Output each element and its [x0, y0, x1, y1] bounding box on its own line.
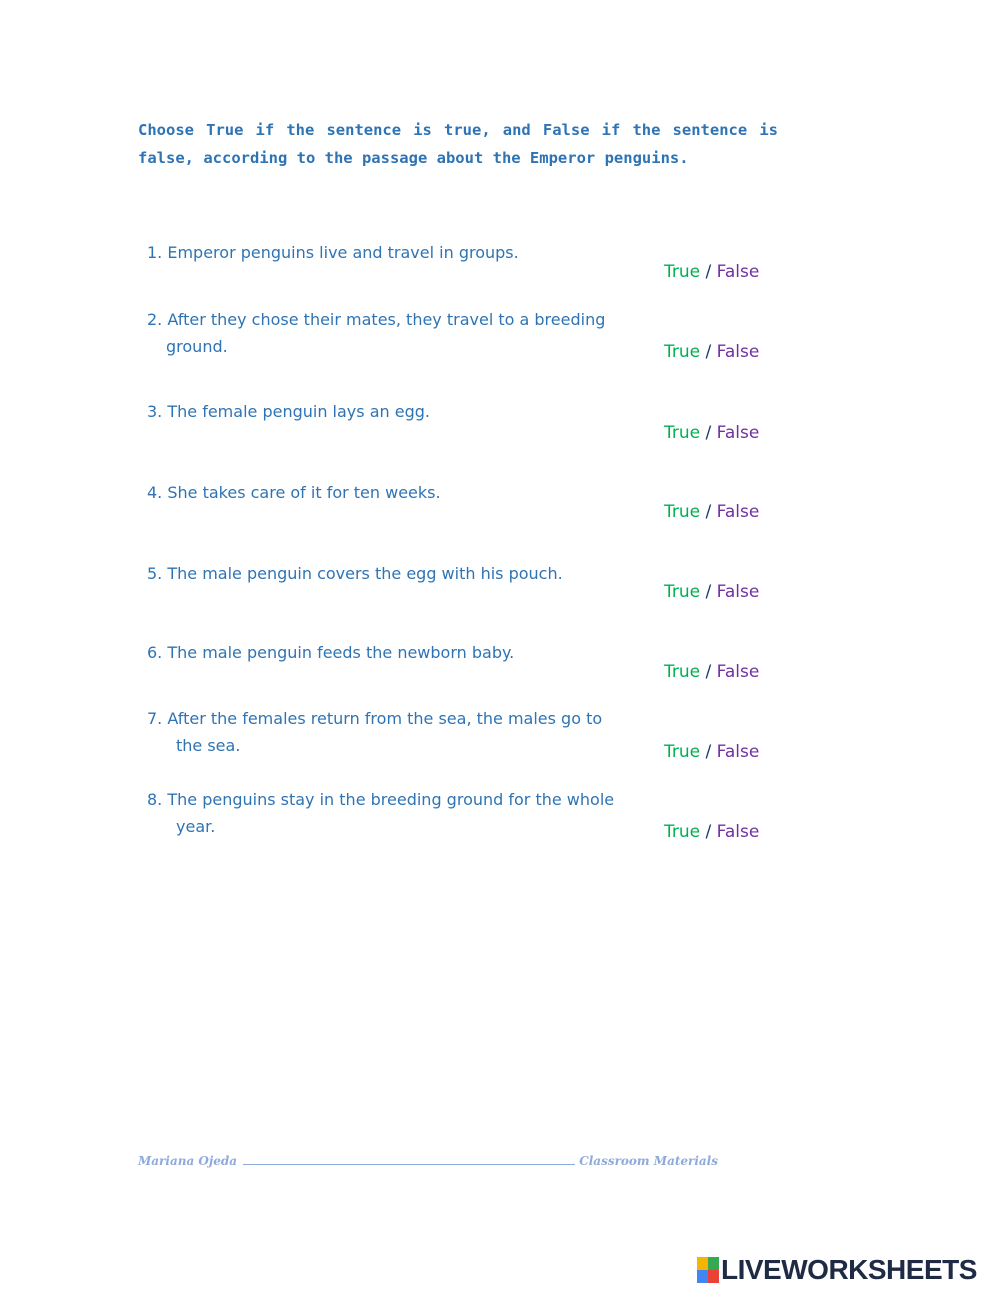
false-option[interactable]: False [716, 742, 760, 762]
question-text-cont: ground. [166, 337, 228, 356]
answer-choice-5 [664, 582, 759, 602]
separator: / [705, 502, 717, 522]
answer-choice-6 [664, 662, 759, 682]
question-text-cont: year. [176, 817, 216, 836]
separator: / [705, 423, 717, 443]
true-option[interactable]: True [664, 742, 701, 762]
answer-choice-8 [664, 822, 759, 842]
question-4 [147, 479, 647, 506]
answer-choice-7 [664, 742, 759, 762]
question-2 [147, 306, 647, 360]
question-text: 8. The penguins stay in the breeding ground for the whole [147, 790, 615, 809]
question-text: 1. Emperor penguins live and travel in groups. [147, 243, 519, 262]
true-option[interactable]: True [664, 423, 701, 443]
false-option[interactable]: False [716, 822, 760, 842]
footer-divider [243, 1164, 575, 1165]
question-text: 3. The female penguin lays an egg. [147, 402, 430, 421]
answer-choice-1 [664, 262, 759, 282]
footer-author: Mariana Ojeda [138, 1154, 237, 1168]
false-option[interactable]: False [716, 342, 760, 362]
true-option[interactable]: True [664, 502, 701, 522]
separator: / [705, 822, 717, 842]
footer-right: Classroom Materials [579, 1154, 718, 1168]
question-text: 2. After they chose their mates, they travel to a breeding [147, 310, 606, 329]
true-option[interactable]: True [664, 582, 701, 602]
page-footer [138, 1154, 718, 1168]
liveworksheets-logo-icon [697, 1257, 719, 1283]
false-option[interactable]: False [716, 262, 760, 282]
question-text: 5. The male penguin covers the egg with his pouch. [147, 564, 563, 583]
question-5 [147, 560, 647, 587]
answer-choice-2 [664, 342, 759, 362]
separator: / [705, 742, 717, 762]
true-option[interactable]: True [664, 262, 701, 282]
false-option[interactable]: False [716, 582, 760, 602]
answer-choice-3 [664, 423, 759, 443]
true-option[interactable]: True [664, 662, 701, 682]
instructions: Choose True if the sentence is true, and False if the sentence is false, according to the passage about the Emperor penguins. [138, 121, 778, 167]
brand-name: LIVEWORKSHEETS [721, 1254, 977, 1285]
answer-choice-4 [664, 502, 759, 522]
question-1 [147, 239, 647, 266]
question-text: 6. The male penguin feeds the newborn baby. [147, 643, 515, 662]
separator: / [705, 262, 717, 282]
true-option[interactable]: True [664, 342, 701, 362]
separator: / [705, 662, 717, 682]
question-text: 7. After the females return from the sea, the males go to [147, 709, 603, 728]
question-7 [147, 705, 647, 759]
question-text-cont: the sea. [176, 736, 241, 755]
question-3 [147, 398, 647, 425]
separator: / [705, 582, 717, 602]
question-text: 4. She takes care of it for ten weeks. [147, 483, 441, 502]
separator: / [705, 342, 717, 362]
liveworksheets-brand [697, 1254, 977, 1286]
false-option[interactable]: False [716, 423, 760, 443]
question-6 [147, 639, 647, 666]
false-option[interactable]: False [716, 502, 760, 522]
question-8 [147, 786, 647, 840]
true-option[interactable]: True [664, 822, 701, 842]
false-option[interactable]: False [716, 662, 760, 682]
